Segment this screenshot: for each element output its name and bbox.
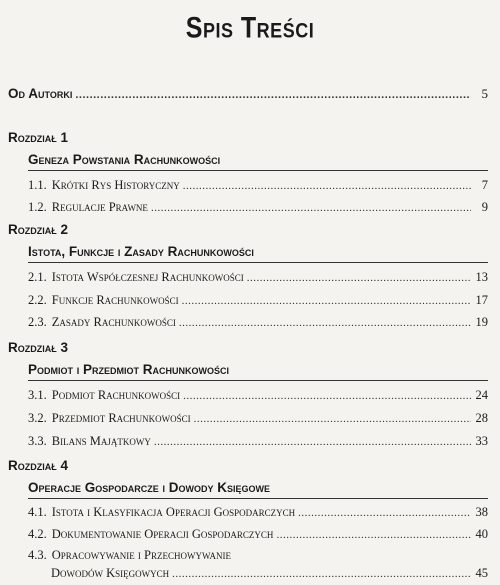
- entry-number: 3.1.: [28, 388, 47, 402]
- entry-number: 4.1.: [28, 505, 47, 519]
- toc-entry[interactable]: [28, 200, 488, 215]
- leader-dots: [172, 568, 471, 580]
- chapter-label: Rozdział 2: [8, 222, 69, 237]
- page-number: 9: [481, 200, 488, 214]
- entry-label: Bilans Majątkowy: [51, 434, 151, 448]
- leader-dots: [154, 436, 471, 448]
- entry-label: Przedmiot Rachunkowości: [51, 411, 191, 425]
- leader-dots: [276, 529, 471, 541]
- entry-label: Funkcje Rachunkowości: [51, 293, 179, 307]
- toc-entry[interactable]: [28, 548, 488, 563]
- leader-dots: [183, 180, 471, 192]
- chapter-label: Rozdział 1: [8, 130, 69, 145]
- page-number: 38: [475, 505, 488, 519]
- chapter-subtitle: Podmiot i Przedmiot Rachunkowości: [28, 362, 488, 381]
- entry-label: Podmiot Rachunkowości: [51, 388, 181, 402]
- page-number: 13: [475, 270, 488, 284]
- entry-label: Regulacje Prawne: [51, 200, 148, 214]
- page-number: 24: [475, 388, 488, 402]
- page-number: 19: [475, 315, 488, 329]
- toc-entry[interactable]: [28, 434, 488, 449]
- toc-entry[interactable]: [28, 315, 488, 330]
- leader-dots: [183, 390, 471, 402]
- entry-number: 4.3.: [28, 548, 47, 562]
- entry-number: 3.3.: [28, 434, 47, 448]
- chapter-label: Rozdział 4: [8, 458, 69, 473]
- chapter-subtitle: Istota, Funkcje i Zasady Rachunkowości: [28, 244, 488, 263]
- toc-entry[interactable]: [28, 293, 488, 308]
- chapter-subtitle: Geneza Powstania Rachunkowości: [28, 152, 488, 171]
- entry-number: 1.2.: [28, 200, 47, 214]
- entry-number: 4.2.: [28, 527, 47, 541]
- entry-label: Istota Współczesnej Rachunkowości: [51, 270, 244, 284]
- page-number: 7: [481, 178, 488, 192]
- entry-number: 2.2.: [28, 293, 47, 307]
- entry-number: 3.2.: [28, 411, 47, 425]
- entry-label: Zasady Rachunkowości: [51, 315, 176, 329]
- toc-entry[interactable]: [28, 505, 488, 520]
- page-number: 45: [475, 566, 488, 580]
- toc-entry[interactable]: [28, 270, 488, 285]
- entry-label: Opracowywanie i Przechowywanie: [51, 548, 231, 562]
- entry-label: Istota i Klasyfikacja Operacji Gospodarczych: [51, 505, 296, 519]
- toc-entry[interactable]: [28, 527, 488, 542]
- chapter-label: Rozdział 3: [8, 340, 69, 355]
- toc-entry-continuation[interactable]: [51, 566, 488, 581]
- leader-dots: [182, 295, 471, 307]
- toc-entry[interactable]: [28, 411, 488, 426]
- toc-intro-row[interactable]: [8, 86, 488, 102]
- entry-number: 1.1.: [28, 178, 47, 192]
- leader-dots: [75, 89, 471, 101]
- leader-dots: [247, 272, 471, 284]
- toc-entry[interactable]: [28, 178, 488, 193]
- page-number: 28: [475, 411, 488, 425]
- entry-label: Dokumentowanie Operacji Gospodarczych: [51, 527, 274, 541]
- entry-number: 2.3.: [28, 315, 47, 329]
- page-number: 40: [475, 527, 488, 541]
- page-title: Spis Treści: [185, 11, 315, 45]
- toc-intro-label: Od Autorki: [8, 86, 73, 101]
- chapter-subtitle: Operacje Gospodarcze i Dowody Księgowe: [28, 480, 488, 499]
- leader-dots: [298, 507, 471, 519]
- page-number: 17: [475, 293, 488, 307]
- page-number: 5: [481, 86, 488, 101]
- entry-label: Dowodów Księgowych: [51, 566, 170, 580]
- toc-entry[interactable]: [28, 388, 488, 403]
- entry-label: Krótki Rys Historyczny: [51, 178, 180, 192]
- leader-dots: [194, 413, 471, 425]
- entry-number: 2.1.: [28, 270, 47, 284]
- leader-dots: [179, 317, 471, 329]
- page-number: 33: [475, 434, 488, 448]
- leader-dots: [151, 202, 471, 214]
